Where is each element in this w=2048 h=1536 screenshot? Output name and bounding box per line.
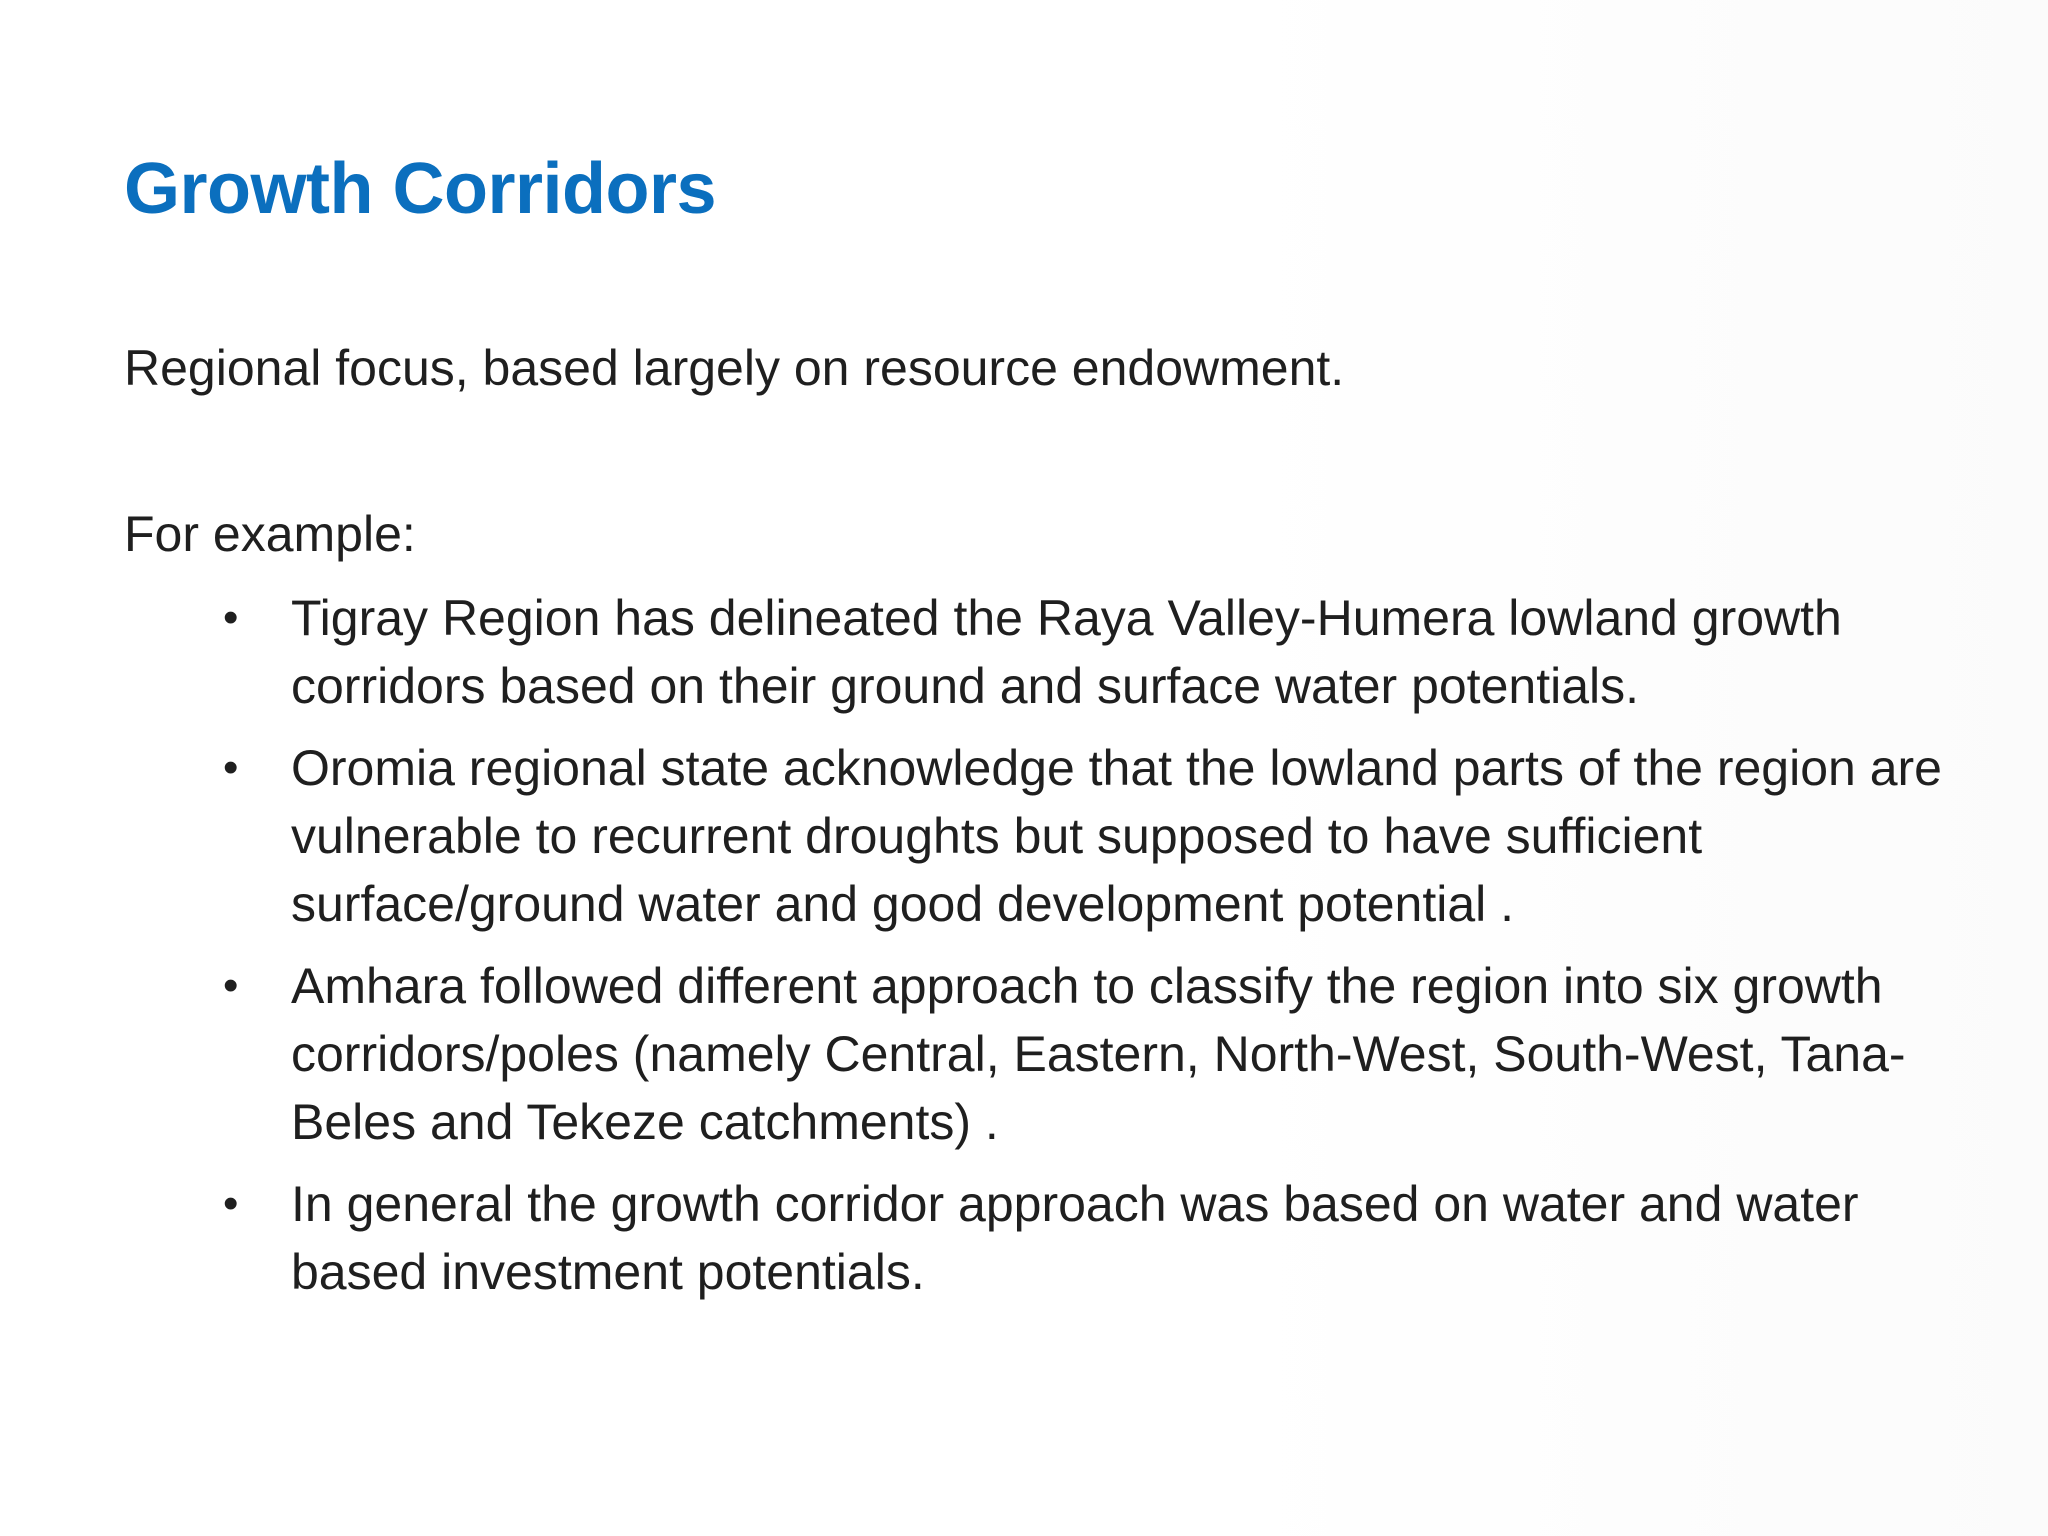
bullet-item-tigray	[215, 584, 2005, 720]
bullet-item-amhara	[215, 952, 2005, 1156]
bullet-icon: •	[223, 743, 239, 792]
bullet-text: Oromia regional state acknowledge that the lowland parts of the region are vulnerable to recurrent droughts but supposed to have sufficient surface/ground water and good development potential .	[291, 740, 1942, 932]
bullet-icon: •	[223, 593, 239, 642]
bullet-text: Tigray Region has delineated the Raya Valley-Humera lowland growth corridors based on their ground and surface water potentials.	[291, 590, 1842, 714]
bullet-icon: •	[223, 1179, 239, 1228]
intro-text: Regional focus, based largely on resource endowment.	[124, 340, 1345, 396]
slide-title: Growth Corridors	[124, 149, 717, 229]
bullet-list	[215, 584, 2005, 1320]
bullet-text: Amhara followed different approach to classify the region into six growth corridors/poles (namely Central, Eastern, North-West, South-West, Tana-Beles and Tekeze catchments) .	[291, 958, 1906, 1150]
bullet-item-general	[215, 1170, 2005, 1306]
example-label: For example:	[124, 506, 416, 562]
bullet-icon: •	[223, 961, 239, 1010]
bullet-item-oromia	[215, 734, 2005, 938]
bullet-text: In general the growth corridor approach was based on water and water based investment potentials.	[291, 1176, 1859, 1300]
